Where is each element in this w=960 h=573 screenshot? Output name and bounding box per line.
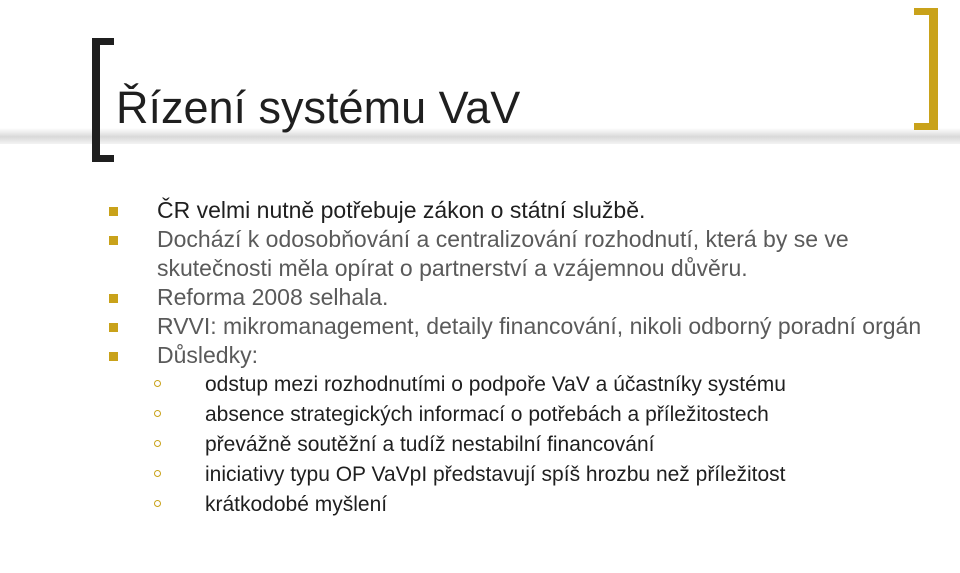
sub-bullet-item (0, 400, 960, 430)
sub-bullet-text: odstup mezi rozhodnutími o podpoře VaV a účastníky systému (205, 373, 786, 396)
square-bullet-icon (109, 207, 118, 216)
square-bullet-icon (109, 236, 118, 245)
sub-bullet-item (0, 490, 960, 520)
square-bullet-icon (109, 323, 118, 332)
square-bullet-icon (109, 352, 118, 361)
bullet-item (0, 341, 960, 370)
bullet-text: RVVI: mikromanagement, detaily financování, nikoli odborný poradní orgán (157, 313, 922, 339)
bullet-text: Důsledky: (157, 342, 258, 368)
ring-bullet-icon (154, 410, 161, 417)
bullet-list (0, 196, 960, 520)
bullet-text: Reforma 2008 selhala. (157, 284, 389, 310)
bullet-text: ČR velmi nutně potřebuje zákon o státní službě. (157, 197, 646, 223)
sub-bullet-item (0, 370, 960, 400)
ring-bullet-icon (154, 380, 161, 387)
bullet-item (0, 196, 960, 225)
sub-bullet-item (0, 460, 960, 490)
right-bracket-icon (914, 8, 938, 130)
bullet-item (0, 225, 960, 283)
ring-bullet-icon (154, 470, 161, 477)
ring-bullet-icon (154, 500, 161, 507)
bullet-text: Dochází k odosobňování a centralizování rozhodnutí, která by se ve skutečnosti měla opírat o partnerství a vzájemnou důvěru. (157, 226, 849, 281)
bullet-item (0, 283, 960, 312)
sub-bullet-text: iniciativy typu OP VaVpI představují spíš hrozbu než příležitost (205, 463, 786, 486)
sub-bullet-text: převážně soutěžní a tudíž nestabilní financování (205, 433, 655, 456)
sub-bullet-text: krátkodobé myšlení (205, 493, 388, 516)
left-bracket-icon (92, 38, 114, 162)
bullet-item (0, 312, 960, 341)
slide-title: Řízení systému VaV (116, 82, 521, 133)
sub-bullet-text: absence strategických informací o potřebách a příležitostech (205, 403, 769, 426)
ring-bullet-icon (154, 440, 161, 447)
square-bullet-icon (109, 294, 118, 303)
sub-bullet-item (0, 430, 960, 460)
